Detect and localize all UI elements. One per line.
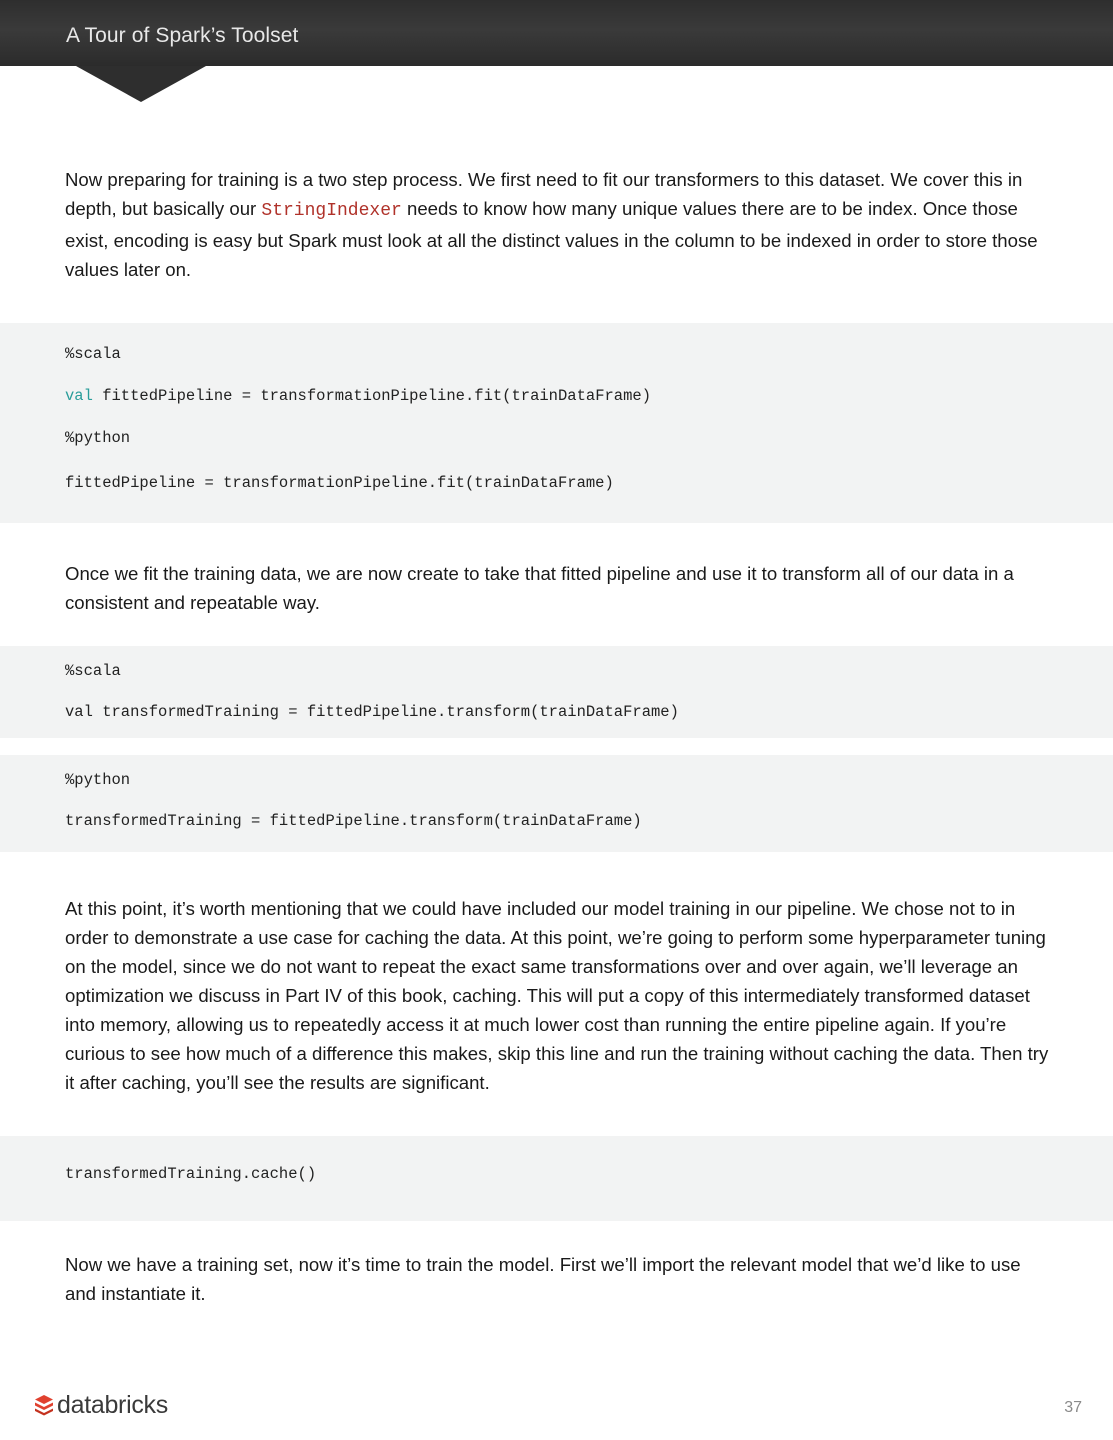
paragraph-1 bbox=[65, 165, 1050, 284]
inline-code-stringindexer: StringIndexer bbox=[261, 201, 402, 221]
logo-wordmark: databricks bbox=[57, 1390, 168, 1419]
code-block-transform-python bbox=[0, 755, 1113, 852]
code-text: fittedPipeline = transformationPipeline.fit(trainDataFrame) bbox=[92, 387, 651, 405]
code-line: transformedTraining.cache() bbox=[65, 1165, 317, 1183]
code-line: %python bbox=[65, 771, 131, 789]
code-line: val transformedTraining = fittedPipeline.transform(trainDataFrame) bbox=[65, 703, 679, 721]
code-line bbox=[65, 387, 651, 405]
page-header bbox=[0, 0, 1113, 66]
code-line: fittedPipeline = transformationPipeline.fit(trainDataFrame) bbox=[65, 474, 614, 492]
header-notch bbox=[76, 66, 206, 102]
keyword-val: val bbox=[65, 387, 93, 405]
section-title: A Tour of Spark’s Toolset bbox=[66, 24, 299, 47]
paragraph-1-text-a: Now preparing for training is a two step process. We first need to fit our transformers to this dataset. We cover this in depth, but basically our bbox=[65, 169, 1023, 219]
code-line: %scala bbox=[65, 662, 121, 680]
databricks-logo bbox=[34, 1391, 168, 1419]
page-number: 37 bbox=[1064, 1399, 1082, 1416]
paragraph-2: Once we fit the training data, we are now create to take that fitted pipeline and use it to transform all of our data in a consistent and repeatable way. bbox=[65, 563, 1014, 613]
paragraph-4: Now we have a training set, now it’s time to train the model. First we’ll import the relevant model that we’d like to use and instantiate it. bbox=[65, 1254, 1021, 1304]
code-block-cache bbox=[0, 1136, 1113, 1221]
paragraph-1-text-b: needs to know how many unique values there are to be index. Once those exist, encoding is easy but Spark must look at all the distinct values in the column to be indexed in order to store those values later on. bbox=[65, 198, 1038, 280]
databricks-logo-icon bbox=[34, 1394, 54, 1416]
code-block-fit bbox=[0, 323, 1113, 523]
code-block-transform-scala bbox=[0, 646, 1113, 738]
code-line: %scala bbox=[65, 345, 121, 363]
paragraph-3: At this point, it’s worth mentioning that we could have included our model training in our pipeline. We chose not to in order to demonstrate a use case for caching the data. At this point, we’re going to perform some hyperparameter tuning on the model, since we do not want to repeat the exact same transformations over and over again, we’ll leverage an optimization we discuss in Part IV of this book, caching. This will put a copy of this intermediately transformed dataset into memory, allowing us to repeatedly access it at much lower cost than running the entire pipeline again. If you’re curious to see how much of a difference this makes, skip this line and run the training without caching the data. Then try it after caching, you’ll see the results are significant. bbox=[65, 898, 1049, 1093]
code-line: transformedTraining = fittedPipeline.transform(trainDataFrame) bbox=[65, 812, 642, 830]
code-line: %python bbox=[65, 429, 131, 447]
